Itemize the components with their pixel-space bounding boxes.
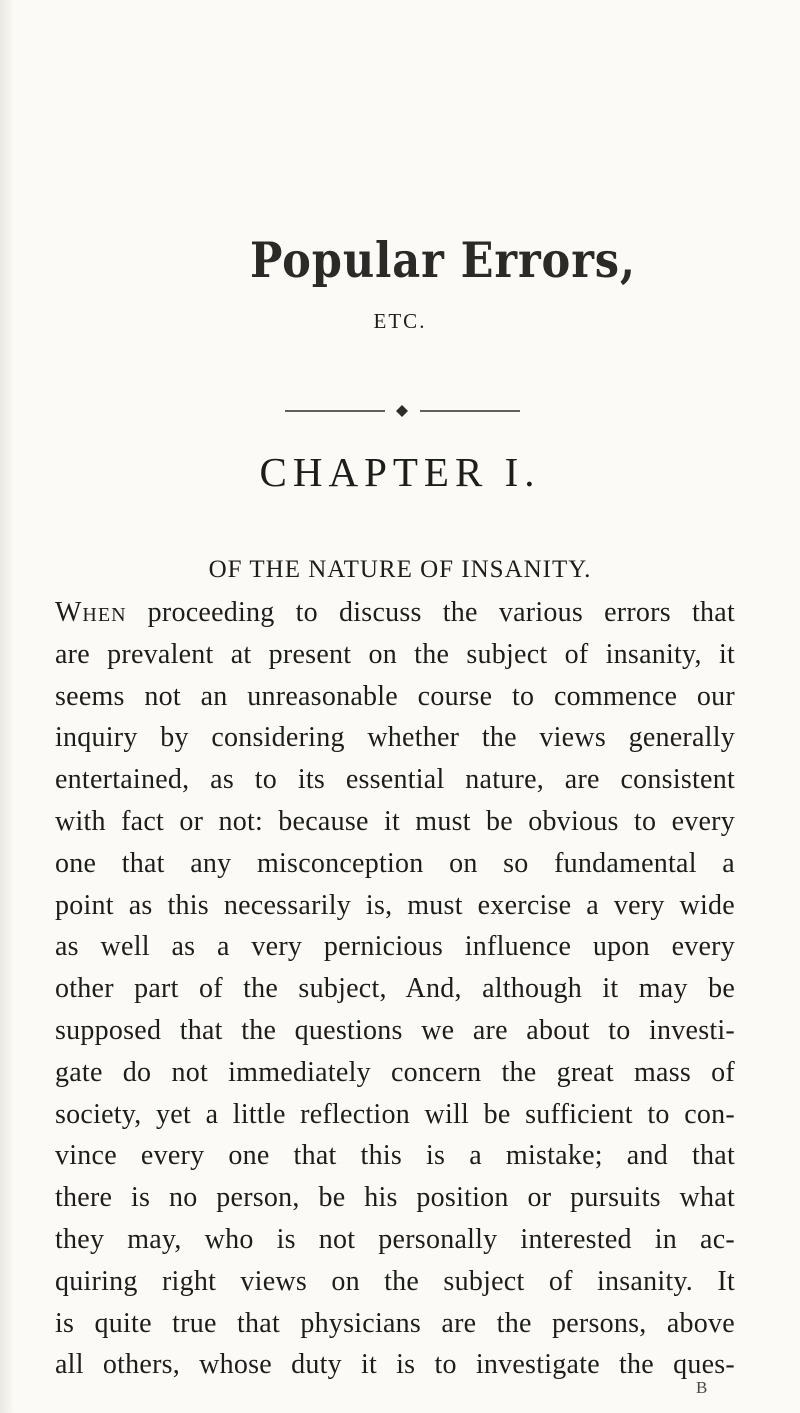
text-line-9: as well as a very pernicious influence upon every <box>55 931 735 963</box>
page-left-shadow <box>0 0 14 1413</box>
text-line-7: one that any misconception on so fundamental a <box>55 847 735 879</box>
text-line-11: supposed that the questions we are about to investi- <box>55 1014 735 1046</box>
text-line-2: are prevalent at present on the subject of insanity, it <box>55 638 735 670</box>
ornament-divider <box>285 403 520 419</box>
text-line-3: seems not an unreasonable course to commence our <box>55 680 735 712</box>
text-line-1 <box>55 592 735 634</box>
chapter-body-text <box>55 592 735 1386</box>
text-line-10: other part of the subject, And, although it may be <box>55 973 735 1005</box>
text-line-18: is quite true that physicians are the persons, above <box>55 1307 735 1339</box>
first-word: When <box>55 597 127 628</box>
text-line-14: vince every one that this is a mistake; and that <box>55 1140 735 1172</box>
chapter-subtitle: OF THE NATURE OF INSANITY. <box>208 556 592 583</box>
text-line-4: inquiry by considering whether the views generally <box>55 722 735 754</box>
ornament-diamond-icon <box>396 405 408 417</box>
text-line-15: there is no person, be his position or pursuits what <box>55 1182 735 1214</box>
chapter-heading: CHAPTER I. <box>259 449 541 495</box>
text-line-19: all others, whose duty it is to investigate the ques- <box>55 1349 735 1381</box>
text-line-1-rest: proceeding to discuss the various errors that <box>126 597 735 628</box>
text-line-8: point as this necessarily is, must exercise a very wide <box>55 889 735 921</box>
text-line-12: gate do not immediately concern the great mass of <box>55 1056 735 1088</box>
etc-label: ETC. <box>373 309 427 333</box>
signature-mark: B <box>696 1378 709 1397</box>
text-line-16: they may, who is not personally interested in ac- <box>55 1223 735 1255</box>
text-line-17: quiring right views on the subject of insanity. It <box>55 1265 735 1297</box>
running-title: Popular Errors, <box>250 231 636 289</box>
text-line-13: society, yet a little reflection will be sufficient to con- <box>55 1098 735 1130</box>
text-line-5: entertained, as to its essential nature, are consistent <box>55 764 735 796</box>
text-line-6: with fact or not: because it must be obvious to every <box>55 805 735 837</box>
